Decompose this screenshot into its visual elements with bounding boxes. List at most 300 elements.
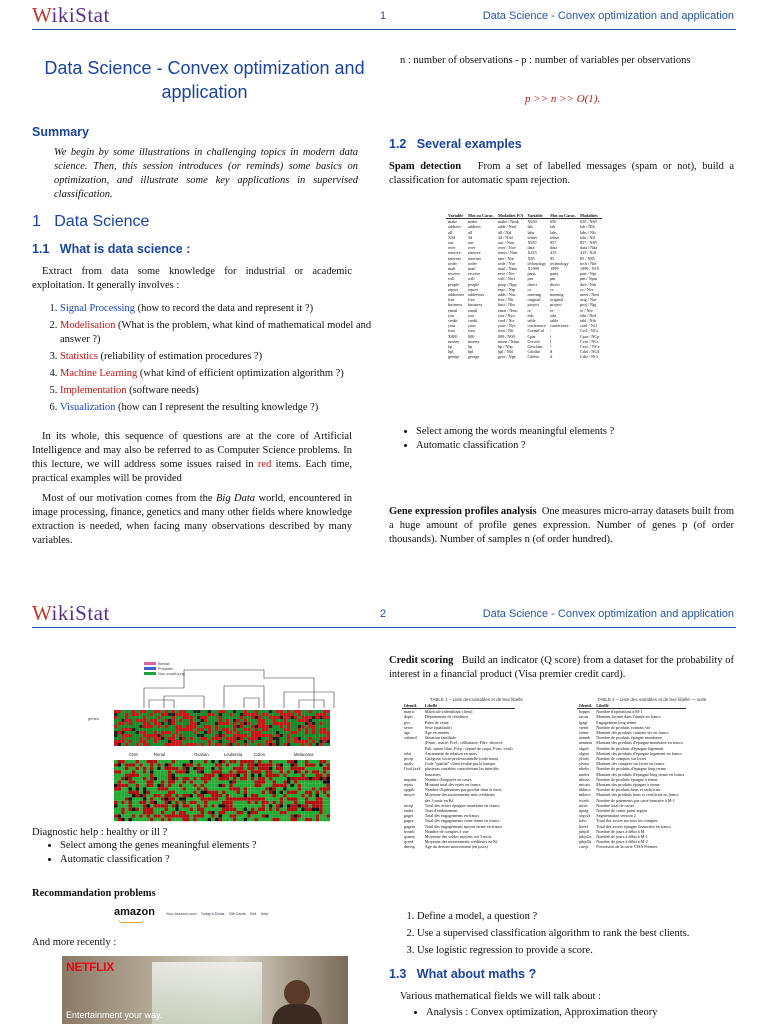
table-cell: havef	[579, 823, 589, 829]
table-cell: original	[550, 297, 564, 303]
table-cell: peop / Npp	[497, 281, 517, 287]
table-cell: conference	[550, 323, 569, 329]
page-number: 2	[380, 608, 387, 620]
table-cell: adds / Nas	[497, 292, 516, 298]
table-row	[402, 844, 515, 849]
table-cell: Catégorie socio-professionnelle (code num)	[424, 756, 499, 762]
table-cell: Possession de la carte VISA Premier	[596, 844, 658, 850]
table-cell: Nombre de produits épargne à terme	[596, 776, 658, 782]
table-cell: X000	[448, 333, 458, 339]
window-light	[152, 962, 262, 1024]
table-cell: Matricule (identifiant client)	[424, 709, 473, 715]
table-cell: hp / Nhp	[497, 344, 513, 350]
table-cell: free	[468, 297, 475, 303]
table-cell: Nombre de produits d'épargne logement	[596, 745, 664, 751]
table-row	[402, 766, 515, 771]
table-cell: Moyenne des soldes moyens sur 3 mois	[424, 834, 492, 840]
table-cell: geor / Nge	[497, 354, 516, 360]
svg-text:Melanoma: Melanoma	[294, 752, 314, 757]
table-cell: Montant des produits d'épargne logement en francs	[596, 750, 682, 756]
table-cell: $	[550, 349, 553, 355]
table-cell: all / Nal	[497, 229, 512, 235]
table-header-cell: Identif.	[577, 703, 594, 709]
table-cell: CsemiCol	[527, 328, 545, 334]
table-cell: gaget	[404, 813, 414, 819]
table-cell: over	[448, 245, 456, 251]
list-item: 3. Use logistic regression to provide a score.	[417, 944, 762, 958]
list-item: 1. Signal Processing (how to record the data and represent it ?)	[60, 302, 390, 316]
table-cell: business	[448, 302, 463, 308]
table-cell: meeting	[527, 292, 541, 298]
table-header-cell: Mot ou Carac.	[468, 213, 494, 218]
table-cell: re / Nre	[580, 307, 593, 313]
table-header-cell: Libellé	[594, 703, 686, 709]
table-cell: remo / Nrm	[497, 250, 518, 256]
table-cell: original	[527, 297, 541, 303]
table-cell: Fuli :union libre, Fsep : séparé de corps, Fveu :veuf)	[424, 745, 513, 751]
table-cell: rejets	[404, 782, 414, 788]
table-cell: nbelts	[579, 766, 590, 772]
table-cell: (Fmar : marié, Fcel : célibataire, Fdiv :divorcé,	[424, 740, 504, 746]
table-cell: make / Nmk	[497, 219, 519, 225]
table-cell: Code "qualité" client évalué par la banque	[424, 761, 496, 767]
table-cell: hp	[448, 344, 453, 350]
svg-text:Non-small-lung: Non-small-lung	[158, 671, 185, 676]
table-cell: labs / Nls	[580, 229, 596, 235]
table-cell: moyrv	[404, 792, 415, 798]
table-cell: your / Nyr	[497, 323, 516, 329]
table-cell: gagec	[404, 818, 414, 824]
diagnostic-text: Diagnostic help : healthy or ill ?	[32, 827, 168, 838]
table-cell: 000	[468, 333, 475, 339]
table-cell: mtelts	[579, 771, 590, 777]
table-cell: #	[550, 354, 553, 360]
table-cell: internet	[468, 255, 481, 261]
table-cell: X85	[527, 255, 535, 261]
table-cell: 857 / N85	[580, 240, 597, 246]
table-header-cell: Variable	[446, 213, 466, 219]
amazon-nav: Your Amazon.com Today's Deals Gift Cards Sell Help	[166, 912, 269, 916]
table-cell: rocnb	[579, 797, 589, 803]
table-cell: Nombre de cartes point argent	[596, 808, 647, 814]
table-header-cell: Mot ou Carac.	[550, 213, 577, 218]
table-cell: 650 / N65	[580, 219, 597, 225]
table-cell: pm	[550, 276, 556, 282]
table-cell: Nombre d'opérations à M-1	[596, 709, 643, 715]
dimension-formula: p >> n >> O(1).	[525, 93, 601, 105]
table-cell: 650	[550, 219, 557, 225]
table-cell: X1999	[527, 266, 539, 272]
table-cell: orde / Nor	[497, 260, 516, 266]
table-cell: Cexclam	[527, 344, 543, 350]
table-cell: prcsp	[404, 756, 414, 762]
table-cell: all	[448, 229, 453, 235]
table-cell: money	[448, 338, 460, 344]
credit-steps	[389, 910, 762, 961]
table-cell: over / Nov	[497, 245, 516, 251]
table-cell: data	[550, 245, 558, 251]
table-cell: pm / Npm	[580, 276, 597, 282]
table-cell: uemmts	[579, 740, 593, 746]
heatmap-cells	[114, 710, 330, 821]
table-cell: quals	[404, 761, 413, 767]
table-cell: Nombre de produits d'épargne long terme	[596, 766, 666, 772]
table-cell: segv2s	[579, 813, 591, 819]
table-cell: hpl	[448, 349, 454, 355]
table-cell: Nombre de produits épargne monétaire	[596, 735, 662, 741]
table-cell: our	[448, 240, 454, 246]
table-cell: Ancienneté de relation en mois	[424, 750, 477, 756]
table-cell: jnbjd2s	[579, 834, 592, 840]
table-cell: sexec	[404, 724, 414, 730]
table-cell: conference	[527, 323, 546, 329]
table-cell: our	[468, 240, 474, 246]
table-cell: sitfamil	[404, 735, 417, 741]
list-item: • Automatic classification ?	[416, 439, 746, 453]
intro-text: Extract from data some knowledge for industrial or academic exploitation. It generally involves :	[32, 266, 352, 291]
table-cell: cred / Ncr	[497, 318, 515, 324]
table-cell: address	[468, 224, 481, 230]
table-cell: matric	[404, 709, 415, 715]
table-cell: busi / Nbs	[497, 302, 515, 308]
table-cell: telnet	[550, 234, 560, 240]
table-cell: hp	[468, 344, 473, 350]
table-cell: relat	[404, 750, 412, 756]
section-1-1-heading: 1.1 What is data science :	[32, 242, 191, 256]
table-cell: itavc	[579, 818, 588, 824]
table-cell: boppn	[579, 709, 590, 715]
table-cell: mtbecs	[579, 792, 591, 798]
table-cell: will	[468, 276, 475, 282]
table-cell: nbbecs	[579, 787, 591, 793]
table-header-cell: Identif.	[402, 703, 423, 709]
amazon-banner	[110, 904, 300, 928]
table-cell: mail	[468, 266, 476, 272]
table-cell: reve / Nrc	[497, 271, 515, 277]
table-cell: labs	[527, 229, 535, 235]
table-cell: order	[448, 260, 457, 266]
table-cell: ylvmt	[579, 761, 589, 767]
table-cell: lgagt	[579, 719, 588, 725]
list-item: 5. Implementation (software needs)	[60, 384, 390, 398]
credit-table-2	[577, 703, 745, 889]
table-cell: 415 / N41	[580, 250, 597, 256]
list-item: • Automatic classification ?	[60, 853, 380, 867]
table-cell: edu	[550, 312, 557, 318]
table-cell: 3d / N3d	[497, 234, 513, 240]
table-cell: mail	[448, 266, 456, 272]
table-cell: jnbjd3s	[579, 839, 592, 845]
table-cell: Nombre de comptes à vue	[424, 828, 469, 834]
list-item: 2. Use a supervised classification algorithm to rank the best clients.	[417, 927, 762, 941]
table-cell: re	[550, 307, 554, 313]
table-cell: !	[550, 344, 552, 350]
list-item: • Analysis : Convex optimization, Approximation theory	[426, 1006, 746, 1020]
table-cell: Cpar	[527, 333, 536, 339]
table-cell: email	[448, 307, 458, 313]
table-cell: people	[448, 281, 460, 287]
table-cell: you	[448, 312, 455, 318]
table-cell: font	[448, 328, 455, 334]
table-cell: Montant des produits épargne à terme	[596, 782, 660, 788]
table-cell: hpl / Nhl	[497, 349, 513, 355]
table-header-cell: Variable	[525, 213, 548, 219]
table-cell: pm	[527, 276, 533, 282]
table-cell: over	[468, 245, 476, 251]
table-cell: 000 / N00	[497, 333, 515, 339]
table-cell: Ccro / NCc	[580, 338, 600, 344]
table-cell: edu	[527, 312, 534, 318]
table-cell: vienb	[579, 724, 589, 730]
table-cell: lab / Nlb	[580, 224, 595, 230]
list-item: • Select among the words meaningful elements ?	[416, 425, 746, 439]
table-cell: tabl / Ntb	[580, 318, 596, 324]
table-cell: table	[550, 318, 559, 324]
list-item: 3. Statistics (reliability of estimation procedures ?)	[60, 350, 390, 364]
table-cell: tech / Nte	[580, 260, 597, 266]
table-cell: 85 / N85	[580, 255, 595, 261]
table-cell: X857	[527, 240, 537, 246]
header-rule	[32, 29, 736, 30]
recommendation-heading: Recommandation problems	[32, 888, 156, 899]
table-cell: cs	[527, 286, 531, 292]
table-cell: nptag	[579, 808, 589, 814]
table-cell: 85	[550, 255, 555, 261]
netflix-banner	[62, 956, 348, 1024]
table-cell: ntcas	[579, 802, 588, 808]
table-cell: Cexc / NCe	[580, 344, 600, 350]
table-cell: credit	[468, 318, 478, 324]
table-cell: Nombre d'opérations par guichet dans le mois	[424, 787, 502, 793]
table-cell: jnbjdl	[579, 828, 589, 834]
table-cell: part / Npt	[580, 271, 597, 277]
table-cell: Nombre de jours à débit à M-2	[596, 839, 648, 845]
spam-variable-table	[446, 213, 734, 403]
table-cell: qsmoy	[404, 834, 416, 840]
table-cell: Montant des produits contrats vie en francs	[596, 730, 669, 736]
recently-text: And more recently :	[32, 937, 117, 948]
table-cell: address	[448, 224, 461, 230]
svg-text:Ovarian: Ovarian	[194, 752, 209, 757]
table-cell: order	[468, 260, 477, 266]
header-rule	[32, 627, 736, 628]
table-cell: Nombre de produits bons et certificats	[596, 787, 661, 793]
table-cell: Montant des produits d'épargne monétaire en francs	[596, 740, 683, 746]
maths-intro: Various mathematical fields we will talk about :	[400, 991, 601, 1002]
table-cell: Total des engagements court terme en francs	[424, 818, 500, 824]
table-cell: receive	[448, 271, 461, 277]
table-cell: make	[448, 219, 458, 225]
table-cell: Engagement long terme	[596, 719, 637, 725]
table-cell: tavep	[404, 802, 414, 808]
table-cell: Situation familiale	[424, 735, 456, 741]
table-cell: font / Nft	[497, 328, 514, 334]
table-cell: Montant facturé dans l'année en francs	[596, 714, 661, 720]
table-cell: credit	[448, 318, 458, 324]
table-cell: X650	[527, 219, 537, 225]
header-title: Data Science - Convex optimization and application	[482, 10, 734, 22]
table-cell: Montant des produits d'épargne long terme en francs	[596, 771, 685, 777]
table-header-cell: Modalités	[578, 213, 602, 219]
list-item: 2. Modelisation (What is the problem, what kind of mathematical model and answer ?)	[60, 319, 390, 347]
table-cell: Total des engagements en francs	[424, 813, 480, 819]
spam-paragraph: Spam detection From a set of labelled messages (spam or not), build a classification for automatic spam rejection.	[389, 161, 735, 186]
table-cell: font	[468, 328, 475, 334]
heatmap-svg	[84, 648, 360, 826]
table-cell: Total des avoirs épargne monétaire en francs	[424, 802, 500, 808]
table-cell: make	[468, 219, 478, 225]
table-cell: qcred	[404, 839, 414, 845]
slide-2	[0, 598, 768, 1024]
table-cell: depts	[404, 714, 413, 720]
table-cell: Nombre d'impayés en cours	[424, 776, 472, 782]
table-cell: orig / Nor	[580, 297, 597, 303]
svg-text:Breast: Breast	[158, 661, 170, 666]
table-cell: plusieurs variables caractérisant les interdits	[424, 766, 499, 772]
table-cell: re	[527, 307, 531, 313]
table-cell: Point de vente	[424, 719, 449, 725]
table-cell: addr / Nad	[497, 224, 516, 230]
table-1-caption: TABLE 1 – Liste des variables et de leur libellé	[430, 697, 523, 702]
header-title: Data Science - Convex optimization and application	[482, 608, 734, 620]
table-cell: impnbs	[404, 776, 417, 782]
table-row	[577, 844, 686, 849]
table-cell: will / Nwi	[497, 276, 515, 282]
svg-text:CNS: CNS	[129, 752, 138, 757]
table-cell: business	[468, 302, 483, 308]
svg-text:Renal: Renal	[154, 752, 165, 757]
person-silhouette	[284, 980, 310, 1006]
table-row	[446, 354, 602, 359]
table-cell: your	[468, 323, 476, 329]
table-cell: X3d	[448, 234, 456, 240]
table-cell: lab	[527, 224, 533, 230]
table-cell: remove	[448, 250, 461, 256]
table-cell: hpl	[468, 349, 474, 355]
table-cell: Total des avoirs sur tous les comptes	[596, 818, 658, 824]
svg-text:genes: genes	[88, 716, 99, 721]
table-cell: data	[527, 245, 535, 251]
table-cell: teln / Ntl	[580, 234, 595, 240]
table-cell: Cdiese	[527, 354, 539, 360]
netflix-logo: NETFLIX	[66, 960, 114, 974]
section-1-2-heading: 1.2 Several examples	[389, 137, 522, 151]
table-cell: labs	[550, 229, 557, 235]
table-cell: direct	[550, 281, 560, 287]
slide-header	[0, 598, 768, 630]
table-cell: 1999 / N19	[580, 266, 599, 272]
table-cell: Age du dernier mouvement (en jours)	[424, 844, 488, 850]
table-header-cell: Libellé	[423, 703, 515, 709]
paragraph-ai: In its whole, this sequence of questions are at the core of Artificial Intelligence and may also be referred to as Computer Science problems. In this lecture, we will address some issues raised in red items. Each time, practical examples will be provided	[32, 431, 352, 484]
table-cell: (	[550, 333, 552, 339]
table-cell: Nombre de paiements par carte bancaire à M-1	[596, 797, 675, 803]
table-cell: free / Nfr	[497, 297, 514, 303]
table-cell: technology	[550, 260, 569, 266]
table-cell: table	[527, 318, 536, 324]
table-cell: [	[550, 338, 552, 344]
table-cell: technology	[527, 260, 547, 266]
table-cell: Nombre de produits contrats vie	[596, 724, 651, 730]
table-cell: you / Nyo	[497, 312, 515, 318]
table-cell: X415	[527, 250, 537, 256]
table-cell: 1999	[550, 266, 559, 272]
table-cell: Total des engagements moyen terme en francs	[424, 823, 503, 829]
table-2-caption: TABLE 2 – Liste des variables et de leur libellé — suite	[597, 697, 707, 702]
table-cell: 415	[550, 250, 557, 256]
table-cell: mail / Nma	[497, 266, 517, 272]
maths-list	[408, 1006, 746, 1020]
amazon-logo: amazon	[114, 906, 155, 918]
observations-note: n : number of observations - p : number of variables per observations	[400, 55, 691, 66]
table-cell: inte / Nin	[497, 255, 514, 261]
table-cell: proj / Npj	[580, 302, 597, 308]
table-cell: Cdie / NCi	[580, 354, 599, 360]
table-cell: Age en années	[424, 730, 450, 736]
table-cell: bancaires	[424, 771, 441, 777]
table-cell: uemnb	[579, 735, 591, 741]
table-cell: Moyenne des mouvements créditeurs en Kf	[424, 839, 498, 845]
table-cell: viemt	[579, 730, 589, 736]
table-cell: endet	[404, 808, 414, 814]
gene-heatmap-figure	[84, 648, 360, 826]
svg-text:Colon: Colon	[254, 752, 265, 757]
table-cell: Nombre total de cartes	[596, 802, 635, 808]
table-cell: lab	[550, 224, 556, 230]
table-cell: facan	[579, 714, 589, 720]
table-cell: ylvnb	[579, 756, 589, 762]
table-cell: project	[550, 302, 562, 308]
summary-heading: Summary	[32, 125, 89, 139]
table-cell: your	[448, 323, 456, 329]
summary-text: We begin by some illustrations in challenging topics in modern data science. Then, this session introduces (or reminds) some basics on optimization, and illustrate some key applications in supervised classification.	[54, 147, 358, 200]
table-cell: GxxGxxS	[404, 766, 421, 772]
table-cell: dire / Ndr	[580, 281, 597, 287]
section-1-heading: 1 Data Science	[32, 213, 150, 230]
svg-text:Prostate: Prostate	[158, 666, 173, 671]
table-cell: Taux d'endettement	[424, 808, 458, 814]
table-cell: dmvtp	[404, 844, 415, 850]
table-cell: 3d	[468, 234, 473, 240]
table-cell: will	[448, 276, 455, 282]
table-cell: mone / Nmn	[497, 338, 519, 344]
table-cell: Nombre de jours à débit à M-1	[596, 834, 648, 840]
table-cell: parts	[527, 271, 536, 277]
involves-list	[32, 302, 390, 418]
table-cell: Total des avoirs épargne financière en francs	[596, 823, 672, 829]
list-item: 4. Machine Learning (what kind of efficient optimization algorithm ?)	[60, 367, 390, 381]
table-cell: direct	[527, 281, 538, 287]
table-cell: emai / Nem	[497, 307, 518, 313]
table-cell: Sexe (qualitatif)	[424, 724, 452, 730]
table-cell: edu / Ned	[580, 312, 597, 318]
table-cell: project	[527, 302, 540, 308]
table-cell: telnet	[527, 234, 537, 240]
table-cell: conf / Ncf	[580, 323, 597, 329]
table-cell: 857	[550, 240, 557, 246]
amazon-smile-icon	[118, 919, 144, 923]
credit-table-1	[402, 703, 574, 889]
table-cell: remove	[468, 250, 481, 256]
table-cell: Cdollar	[527, 349, 541, 355]
table-header-cell: Modalités P/A	[497, 213, 524, 218]
section-1-3-heading: 1.3 What about maths ?	[389, 967, 537, 981]
table-cell: opgnb	[404, 787, 415, 793]
table-cell: addresses	[448, 292, 465, 298]
table-cell: addresses	[468, 292, 485, 298]
table-cell: Moyenne des mouvements nets créditeurs	[424, 792, 496, 798]
table-cell: our / Nou	[497, 240, 515, 246]
